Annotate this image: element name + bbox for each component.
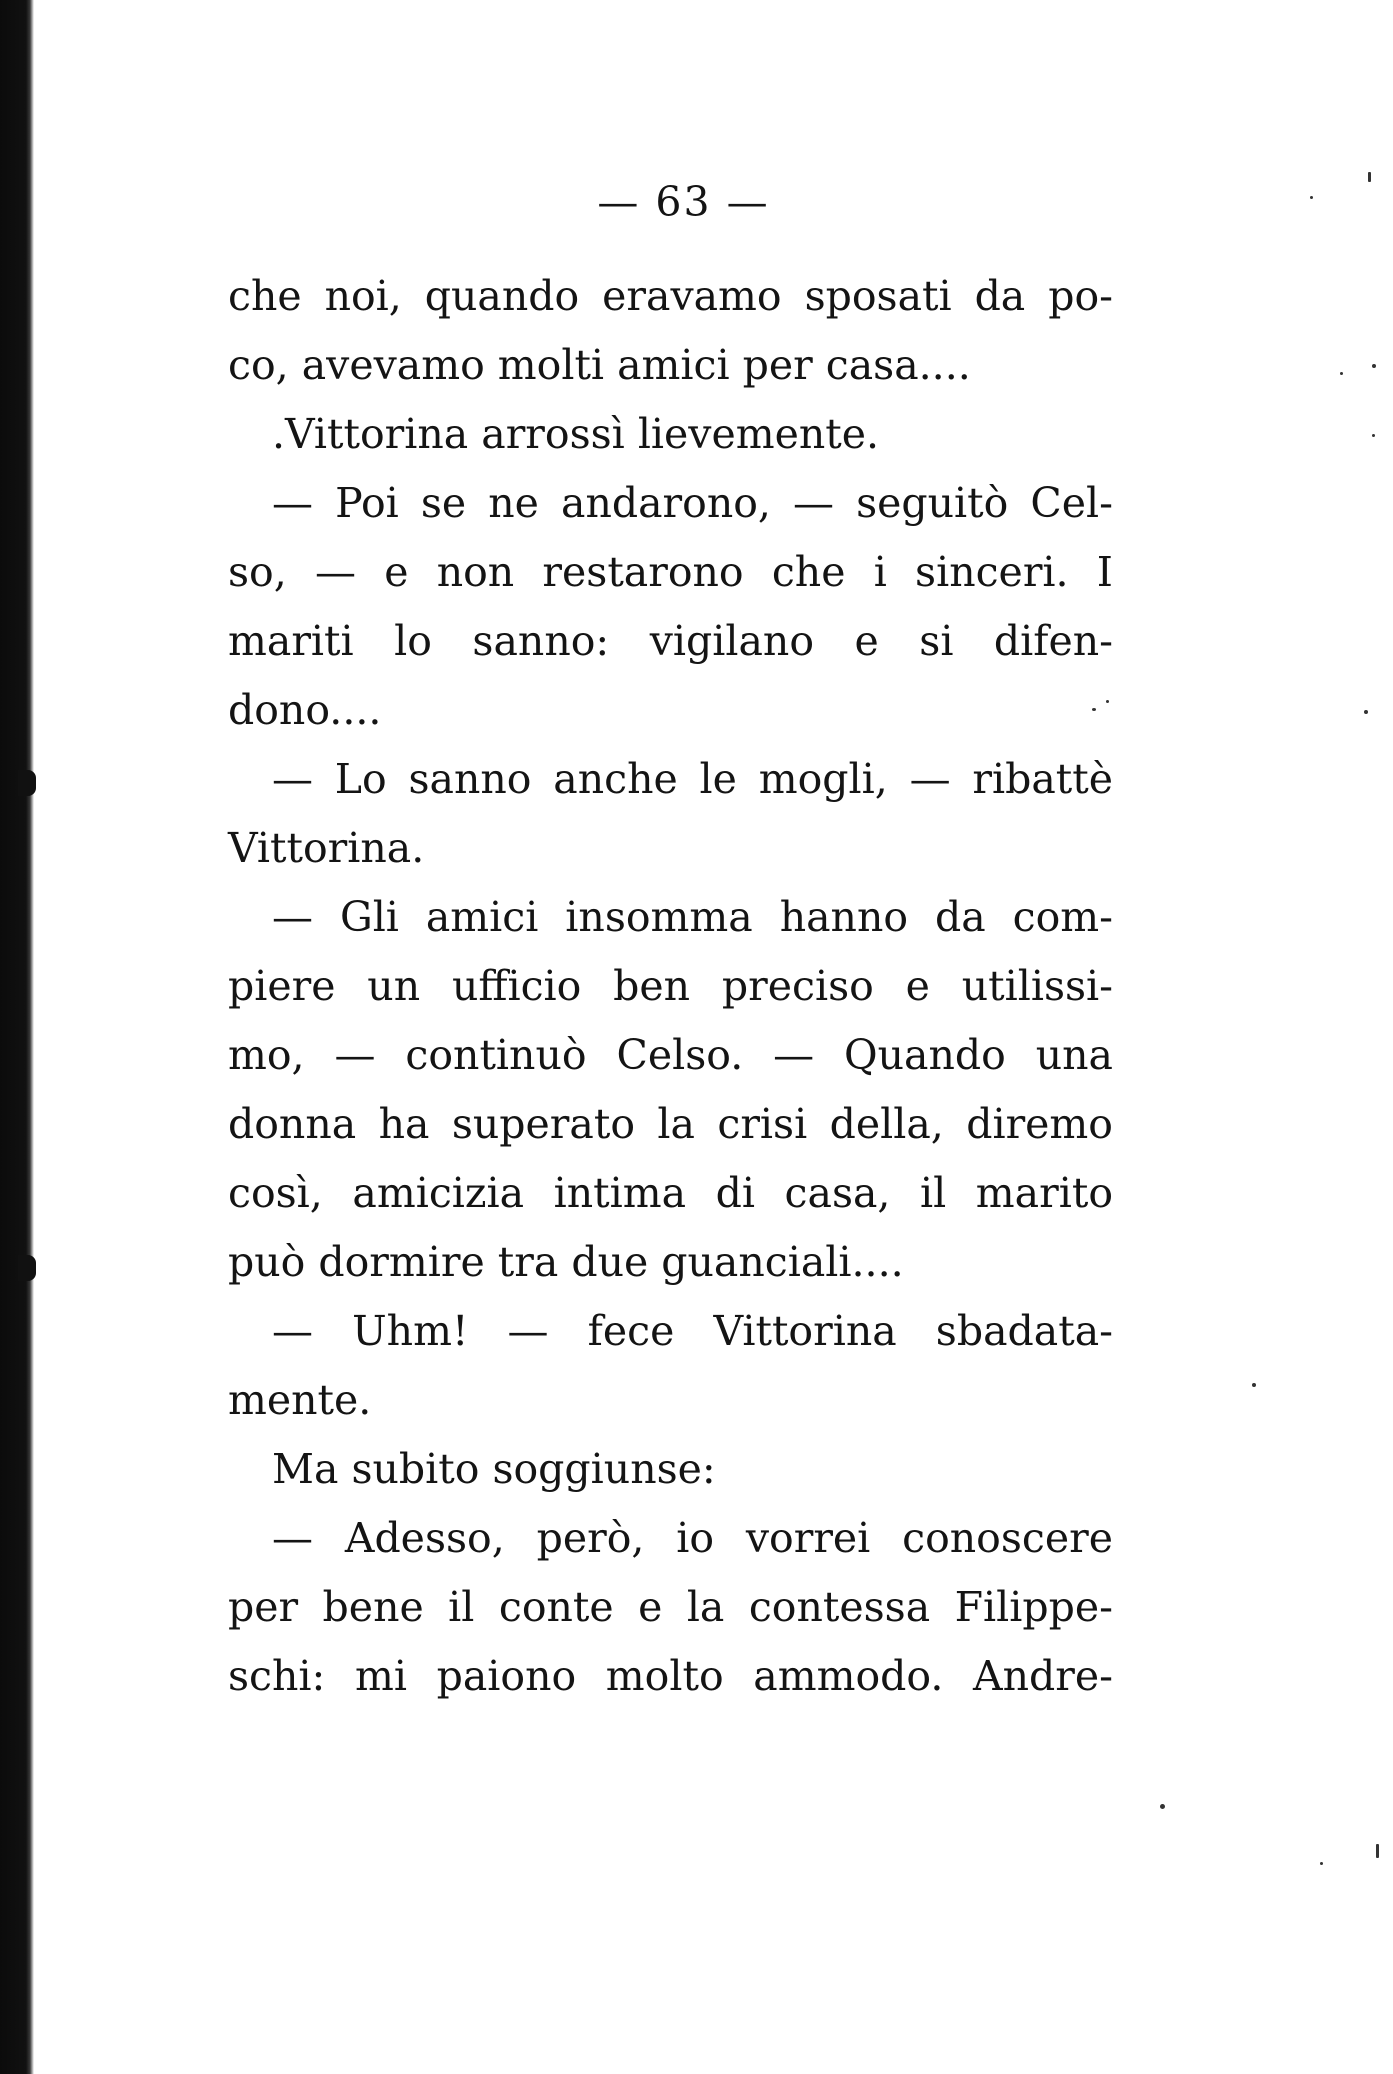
text-line: piere un ufficio ben preciso e utilissi- <box>228 962 1113 1010</box>
text-line: — Lo sanno anche le mogli, — ribattè <box>272 755 1113 803</box>
scan-speck <box>1160 1804 1165 1809</box>
text-line: so, — e non restarono che i sinceri. I <box>228 548 1113 596</box>
text-line: schi: mi paiono molto ammodo. Andre- <box>228 1652 1113 1700</box>
scan-speck <box>1310 196 1313 199</box>
scan-speck <box>1106 700 1109 703</box>
scan-speck <box>1092 708 1096 711</box>
scan-speck <box>1372 434 1375 437</box>
scan-speck <box>1368 172 1371 182</box>
text-line: così, amicizia intima di casa, il marito <box>228 1169 1113 1217</box>
text-line: mariti lo sanno: vigilano e si difen- <box>228 617 1113 665</box>
scan-speck <box>1364 710 1368 714</box>
text-line: mente. <box>228 1376 372 1424</box>
text-line: Vittorina. <box>228 824 425 872</box>
text-line: che noi, quando eravamo sposati da po- <box>228 272 1113 320</box>
scan-speck <box>1372 364 1376 368</box>
text-line: — Uhm! — fece Vittorina sbadata- <box>272 1307 1113 1355</box>
scan-speck <box>1340 372 1343 375</box>
text-line: donna ha superato la crisi della, diremo <box>228 1100 1113 1148</box>
page-number: — 63 — <box>597 178 770 226</box>
text-line: mo, — continuò Celso. — Quando una <box>228 1031 1113 1079</box>
text-line: può dormire tra due guanciali.... <box>228 1238 904 1286</box>
binding-notch <box>18 770 36 796</box>
text-line: .Vittorina arrossì lievemente. <box>272 410 880 458</box>
scan-speck <box>1376 1844 1379 1858</box>
page-binding-edge <box>0 0 34 2074</box>
text-line: — Adesso, però, io vorrei conoscere <box>272 1514 1113 1562</box>
text-line: dono.... <box>228 686 382 734</box>
binding-notch <box>18 1255 36 1281</box>
scan-speck <box>1320 1862 1323 1865</box>
text-line: — Poi se ne andarono, — seguitò Cel- <box>272 479 1113 527</box>
text-line: Ma subito soggiunse: <box>272 1445 716 1493</box>
scan-speck <box>1252 1383 1256 1387</box>
text-line: per bene il conte e la contessa Filippe- <box>228 1583 1113 1631</box>
text-line: — Gli amici insomma hanno da com- <box>272 893 1113 941</box>
body-text <box>228 262 1113 1711</box>
text-line: co, avevamo molti amici per casa.... <box>228 341 971 389</box>
